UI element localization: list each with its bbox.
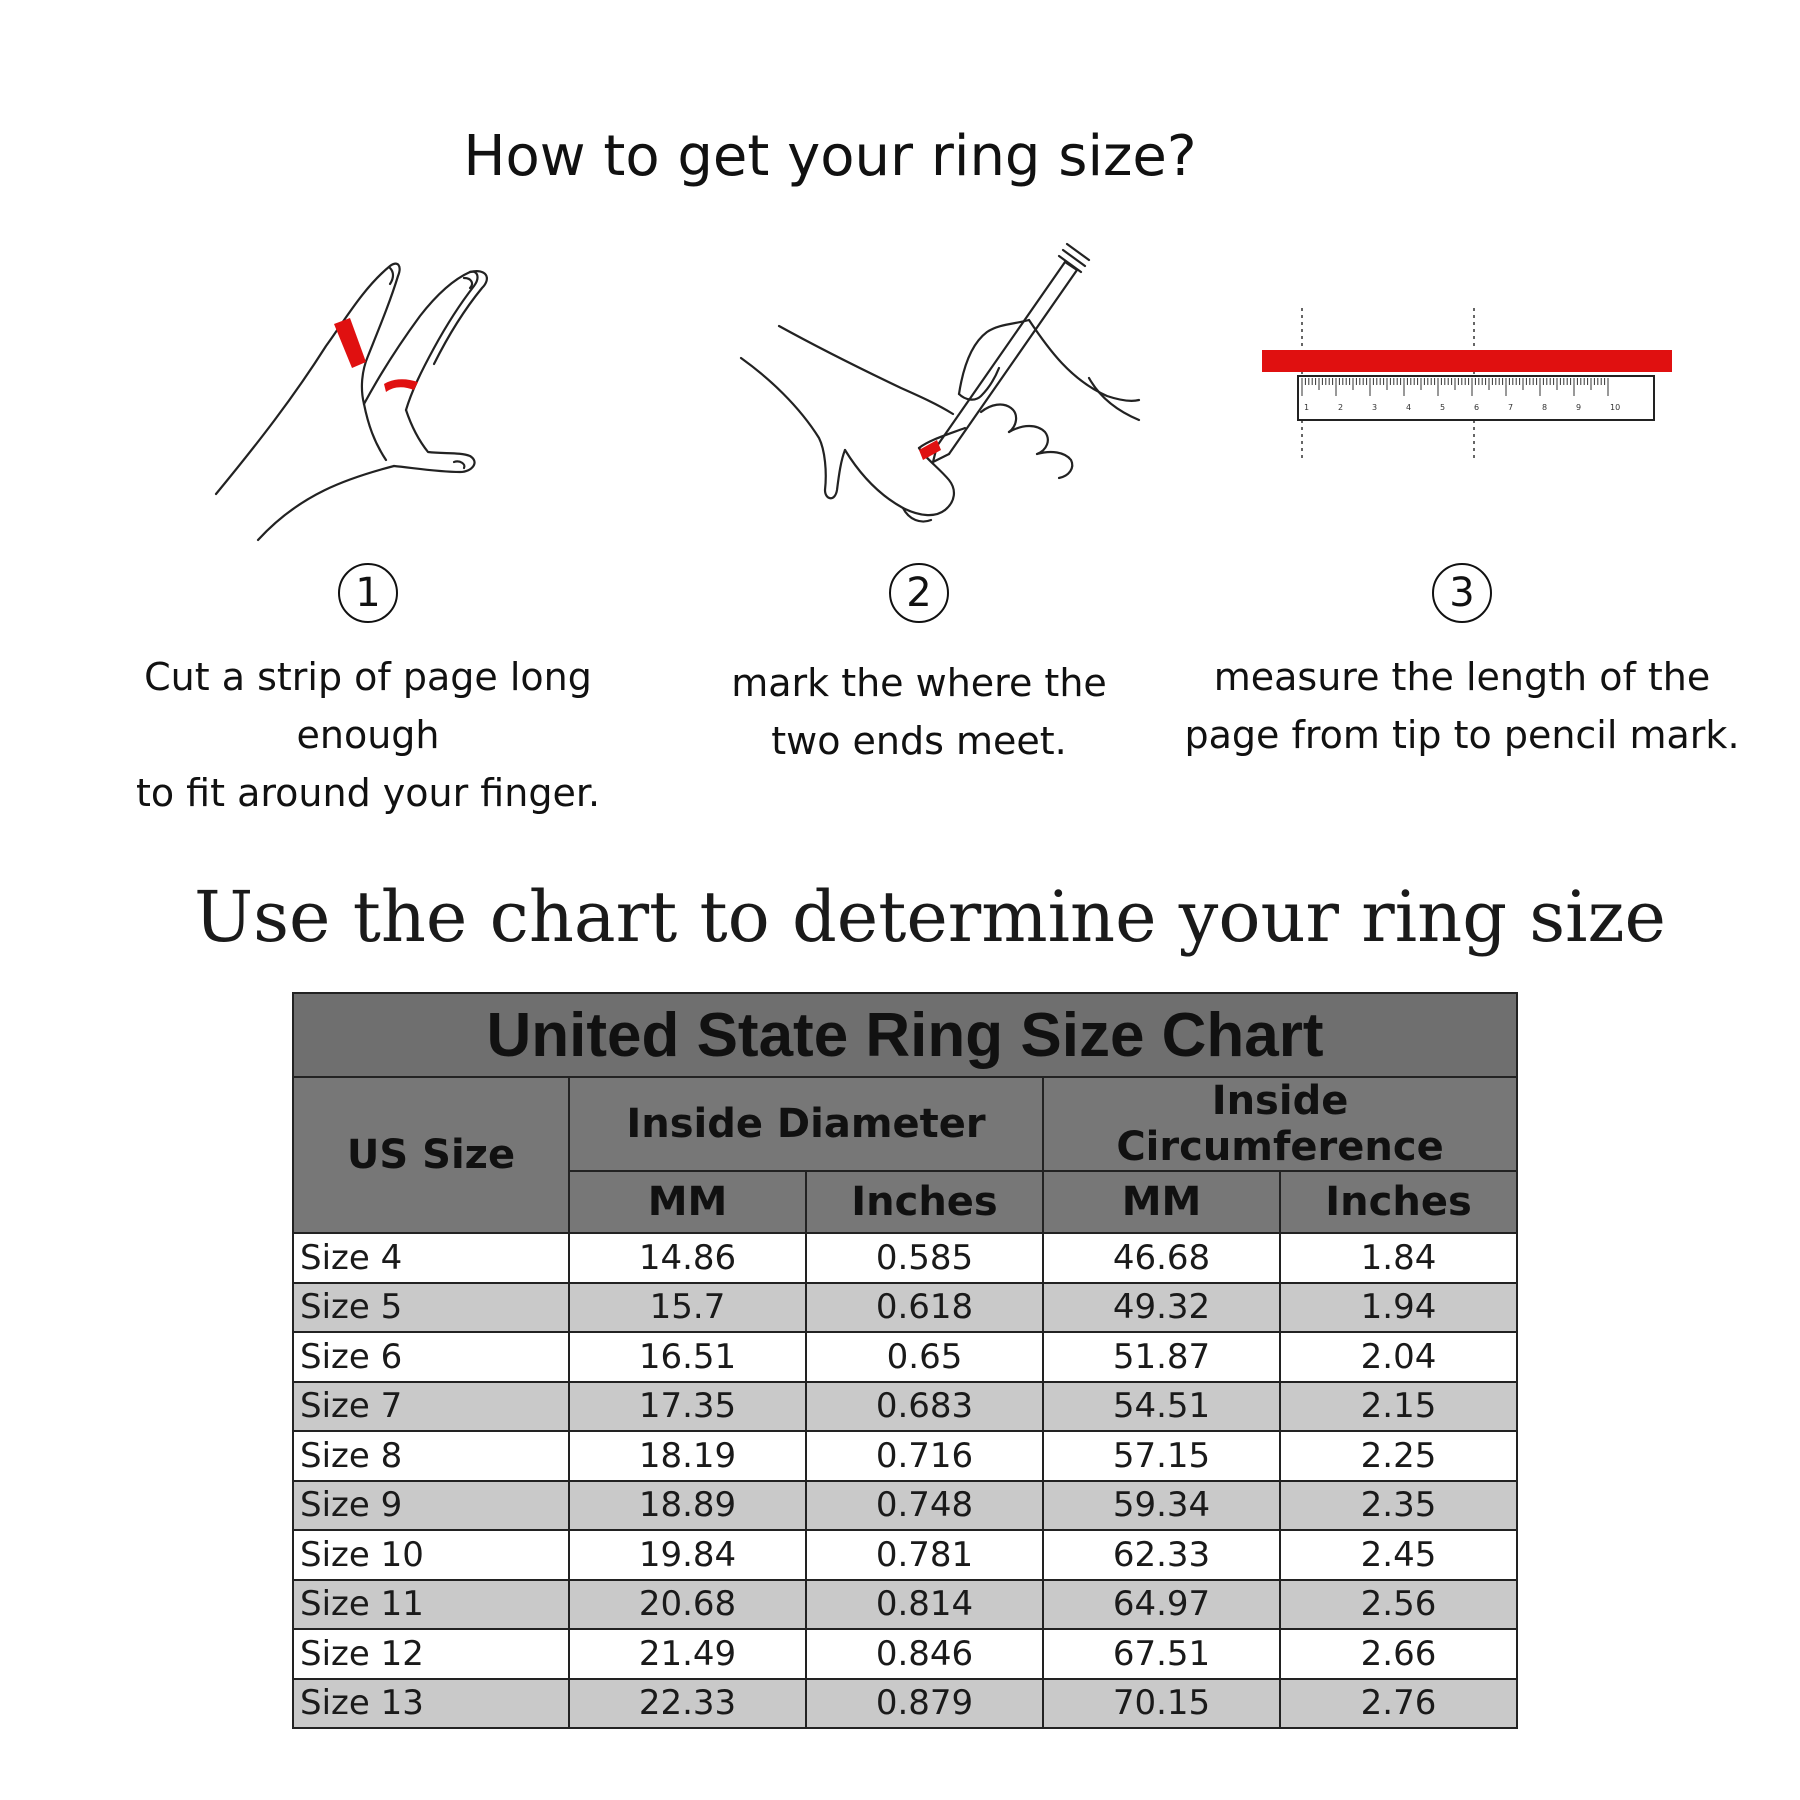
- circumference-inches-cell: 2.25: [1280, 1431, 1517, 1481]
- ring-size-table: [292, 992, 1518, 1729]
- diameter-mm-cell: 15.7: [569, 1283, 806, 1333]
- step-text-line: mark the where the: [731, 661, 1107, 705]
- hand-with-paper-strip-icon: [68, 228, 668, 558]
- ruler-number: 2: [1338, 403, 1344, 412]
- step-text-line: two ends meet.: [771, 719, 1067, 763]
- size-cell: Size 11: [293, 1580, 569, 1630]
- circumference-inches-cell: 2.66: [1280, 1629, 1517, 1679]
- circumference-mm-cell: 67.51: [1043, 1629, 1280, 1679]
- step-text-line: Cut a strip of page long enough: [144, 655, 592, 757]
- circumference-mm-cell: 62.33: [1043, 1530, 1280, 1580]
- circumference-inches-cell: 2.15: [1280, 1382, 1517, 1432]
- diameter-inches-cell: 0.618: [806, 1283, 1043, 1333]
- step-number: 1: [338, 563, 398, 623]
- ruler-number: 9: [1576, 403, 1582, 412]
- step-instruction: [68, 648, 668, 822]
- ruler-number: 1: [1304, 403, 1310, 412]
- inside-diameter-header: Inside Diameter: [569, 1077, 1043, 1171]
- ruler-number: 10: [1610, 403, 1621, 412]
- step-number: 3: [1432, 563, 1492, 623]
- table-row: [293, 1481, 1517, 1531]
- diameter-inches-cell: 0.585: [806, 1233, 1043, 1283]
- ruler-number: 3: [1372, 403, 1378, 412]
- diameter-inches-cell: 0.846: [806, 1629, 1043, 1679]
- circumference-mm-cell: 54.51: [1043, 1382, 1280, 1432]
- step-instruction: [619, 654, 1219, 770]
- ruler-number: 5: [1440, 403, 1446, 412]
- hand-marking-with-pencil-icon: [619, 228, 1219, 558]
- table-title: United State Ring Size Chart: [293, 993, 1517, 1077]
- diameter-inches-cell: 0.65: [806, 1332, 1043, 1382]
- diameter-inches-cell: 0.748: [806, 1481, 1043, 1531]
- diameter-mm-cell: 18.19: [569, 1431, 806, 1481]
- diameter-inches-cell: 0.879: [806, 1679, 1043, 1729]
- circumference-inches-cell: 2.35: [1280, 1481, 1517, 1531]
- circumference-mm-cell: 46.68: [1043, 1233, 1280, 1283]
- diameter-mm-cell: 14.86: [569, 1233, 806, 1283]
- size-cell: Size 5: [293, 1283, 569, 1333]
- diameter-mm-cell: 22.33: [569, 1679, 806, 1729]
- size-cell: Size 8: [293, 1431, 569, 1481]
- table-row: [293, 1233, 1517, 1283]
- us-size-header: US Size: [293, 1077, 569, 1233]
- circumference-mm-cell: 59.34: [1043, 1481, 1280, 1531]
- size-cell: Size 12: [293, 1629, 569, 1679]
- circumference-inches-cell: 2.56: [1280, 1580, 1517, 1630]
- diameter-inches-cell: 0.781: [806, 1530, 1043, 1580]
- size-cell: Size 10: [293, 1530, 569, 1580]
- circumference-inches-cell: 2.04: [1280, 1332, 1517, 1382]
- size-cell: Size 9: [293, 1481, 569, 1531]
- circumference-mm-cell: 64.97: [1043, 1580, 1280, 1630]
- ruler-number: 8: [1542, 403, 1548, 412]
- diameter-inches-cell: 0.683: [806, 1382, 1043, 1432]
- table-row: [293, 1580, 1517, 1630]
- size-cell: Size 4: [293, 1233, 569, 1283]
- circumference-mm-cell: 49.32: [1043, 1283, 1280, 1333]
- diameter-mm-header: MM: [569, 1171, 806, 1233]
- diameter-mm-cell: 21.49: [569, 1629, 806, 1679]
- diameter-inches-header: Inches: [806, 1171, 1043, 1233]
- circumference-inches-header: Inches: [1280, 1171, 1517, 1233]
- step-text-line: measure the length of the: [1213, 655, 1711, 699]
- diameter-mm-cell: 16.51: [569, 1332, 806, 1382]
- ruler-number: 6: [1474, 403, 1480, 412]
- step-text-line: to fit around your finger.: [135, 771, 601, 815]
- ruler-number: 4: [1406, 403, 1412, 412]
- table-row: [293, 1530, 1517, 1580]
- step-text-line: page from tip to pencil mark.: [1184, 713, 1740, 757]
- size-cell: Size 6: [293, 1332, 569, 1382]
- table-row: [293, 1283, 1517, 1333]
- diameter-inches-cell: 0.814: [806, 1580, 1043, 1630]
- circumference-inches-cell: 1.94: [1280, 1283, 1517, 1333]
- diameter-mm-cell: 19.84: [569, 1530, 806, 1580]
- size-cell: Size 13: [293, 1679, 569, 1729]
- table-row: [293, 1382, 1517, 1432]
- circumference-mm-header: MM: [1043, 1171, 1280, 1233]
- step-number: 2: [889, 563, 949, 623]
- circumference-mm-cell: 57.15: [1043, 1431, 1280, 1481]
- diameter-mm-cell: 20.68: [569, 1580, 806, 1630]
- table-row: [293, 1332, 1517, 1382]
- circumference-mm-cell: 51.87: [1043, 1332, 1280, 1382]
- table-row: [293, 1629, 1517, 1679]
- ruler-number: 7: [1508, 403, 1514, 412]
- diameter-mm-cell: 17.35: [569, 1382, 806, 1432]
- table-row: [293, 1679, 1517, 1729]
- chart-heading: Use the chart to determine your ring size: [194, 876, 1666, 958]
- diameter-inches-cell: 0.716: [806, 1431, 1043, 1481]
- strip-on-ruler-icon: [1162, 228, 1762, 558]
- circumference-inches-cell: 1.84: [1280, 1233, 1517, 1283]
- circumference-inches-cell: 2.76: [1280, 1679, 1517, 1729]
- inside-circumference-header: Inside Circumference: [1043, 1077, 1517, 1171]
- circumference-mm-cell: 70.15: [1043, 1679, 1280, 1729]
- size-cell: Size 7: [293, 1382, 569, 1432]
- table-row: [293, 1431, 1517, 1481]
- main-title: How to get your ring size?: [463, 124, 1197, 189]
- diameter-mm-cell: 18.89: [569, 1481, 806, 1531]
- circumference-inches-cell: 2.45: [1280, 1530, 1517, 1580]
- step-instruction: [1162, 648, 1762, 764]
